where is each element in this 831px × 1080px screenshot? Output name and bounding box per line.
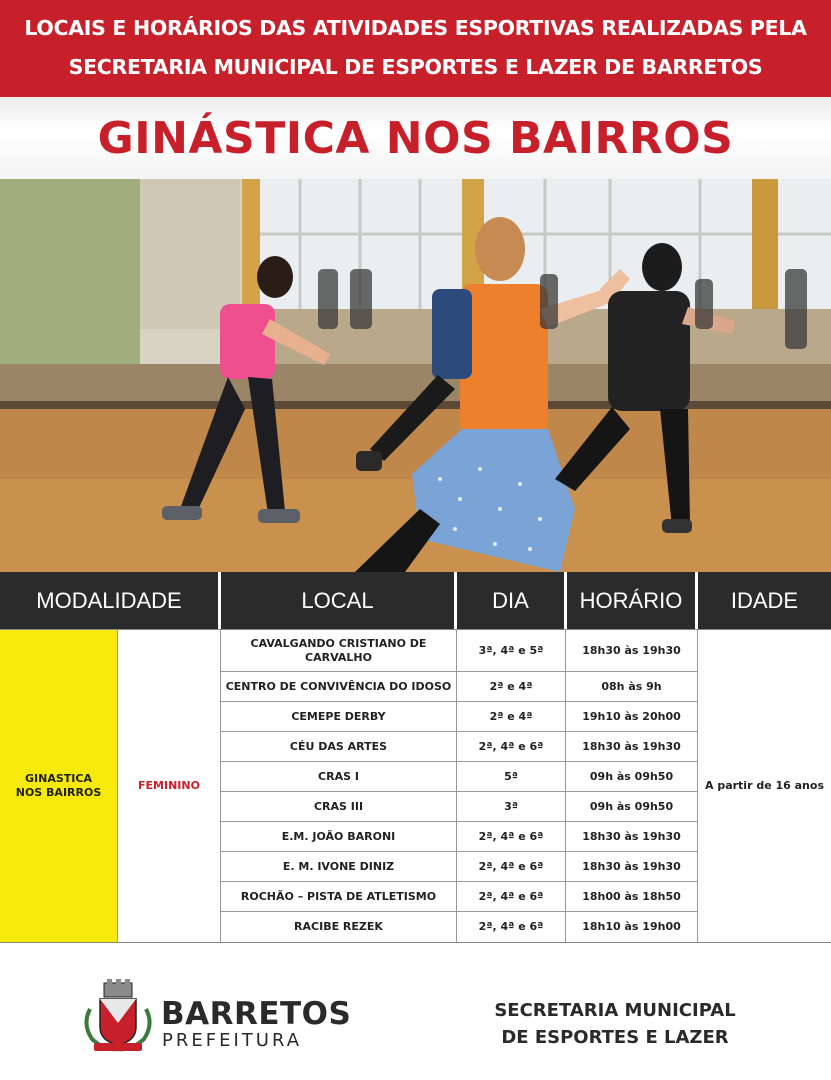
header-local: LOCAL	[221, 572, 457, 629]
header-line-1: LOCAIS E HORÁRIOS DAS ATIVIDADES ESPORTIVAS REALIZADAS PELA	[24, 16, 807, 40]
table-row	[221, 792, 697, 822]
dia-cell: 2ª e 4ª	[457, 702, 566, 731]
dia-cell: 2ª, 4ª e 6ª	[457, 822, 566, 851]
table-row	[221, 630, 697, 672]
title-band	[0, 97, 831, 179]
local-cell: CAVALGANDO CRISTIANO DE CARVALHO	[221, 630, 457, 671]
table-row	[221, 822, 697, 852]
table-row	[221, 762, 697, 792]
sexo-cell	[118, 630, 221, 942]
table-row	[221, 672, 697, 702]
photo-illustration	[0, 179, 831, 572]
horario-cell: 18h10 às 19h00	[582, 920, 681, 934]
dia-cell: 3ª	[457, 792, 566, 821]
table-row	[221, 912, 697, 942]
local-cell: E.M. JOÃO BARONI	[221, 822, 457, 851]
header-modalidade: MODALIDADE	[0, 572, 221, 629]
table-row	[221, 852, 697, 882]
header-line-2: SECRETARIA MUNICIPAL DE ESPORTES E LAZER DE BARRETOS	[68, 55, 763, 79]
dia-cell: 2ª, 4ª e 6ª	[457, 912, 566, 942]
local-cell: CEMEPE DERBY	[221, 702, 457, 731]
horario-cell: 18h30 às 19h30	[582, 643, 681, 657]
table-row	[221, 732, 697, 762]
footer	[0, 943, 831, 1080]
local-cell: CRAS I	[221, 762, 457, 791]
local-cell: ROCHÃO – PISTA DE ATLETISMO	[221, 882, 457, 911]
schedule-table	[0, 629, 831, 943]
horario-cell: 08h às 9h	[601, 679, 662, 693]
idade-text: A partir de 16 anos	[704, 779, 824, 793]
local-cell: E. M. IVONE DINIZ	[221, 852, 457, 881]
page-title: GINÁSTICA NOS BAIRROS	[97, 113, 734, 164]
local-cell: RACIBE REZEK	[221, 912, 457, 942]
dia-cell: 2ª e 4ª	[457, 672, 566, 701]
header-banner	[0, 0, 831, 97]
logo-subtitle: PREFEITURA	[162, 1030, 303, 1051]
horario-cell: 09h às 09h50	[589, 769, 674, 783]
city-crest-icon	[80, 979, 156, 1053]
dia-cell: 2ª, 4ª e 6ª	[457, 852, 566, 881]
dia-cell: 2ª, 4ª e 6ª	[457, 882, 566, 911]
table-row	[221, 702, 697, 732]
local-cell: CENTRO DE CONVIVÊNCIA DO IDOSO	[221, 672, 457, 701]
dia-cell: 2ª, 4ª e 6ª	[457, 732, 566, 761]
header-idade: IDADE	[730, 587, 799, 613]
horario-cell: 18h00 às 18h50	[582, 889, 681, 903]
horario-cell: 18h30 às 19h30	[582, 859, 681, 873]
modalidade-cell	[0, 630, 118, 942]
dia-cell: 3ª, 4ª e 5ª	[457, 630, 566, 671]
idade-cell	[697, 630, 831, 942]
secretaria-line-2: DE ESPORTES E LAZER	[501, 1027, 729, 1048]
sexo-text: FEMININO	[138, 779, 200, 793]
header-horario: HORÁRIO	[567, 572, 698, 629]
modalidade-text: GINASTICA NOS BAIRROS	[15, 772, 102, 799]
logo-name: BARRETOS	[161, 996, 352, 1032]
table-header	[0, 572, 831, 629]
table-row	[221, 882, 697, 912]
local-cell: CÉU DAS ARTES	[221, 732, 457, 761]
header-dia: DIA	[457, 572, 567, 629]
horario-cell: 09h às 09h50	[589, 799, 674, 813]
dia-cell: 5ª	[457, 762, 566, 791]
secretaria-line-1: SECRETARIA MUNICIPAL	[494, 1000, 736, 1021]
dance-class-photo	[0, 179, 831, 572]
local-cell: CRAS III	[221, 792, 457, 821]
secretaria-label	[470, 997, 760, 1051]
horario-cell: 18h30 às 19h30	[582, 829, 681, 843]
horario-cell: 19h10 às 20h00	[582, 709, 681, 723]
horario-cell: 18h30 às 19h30	[582, 739, 681, 753]
